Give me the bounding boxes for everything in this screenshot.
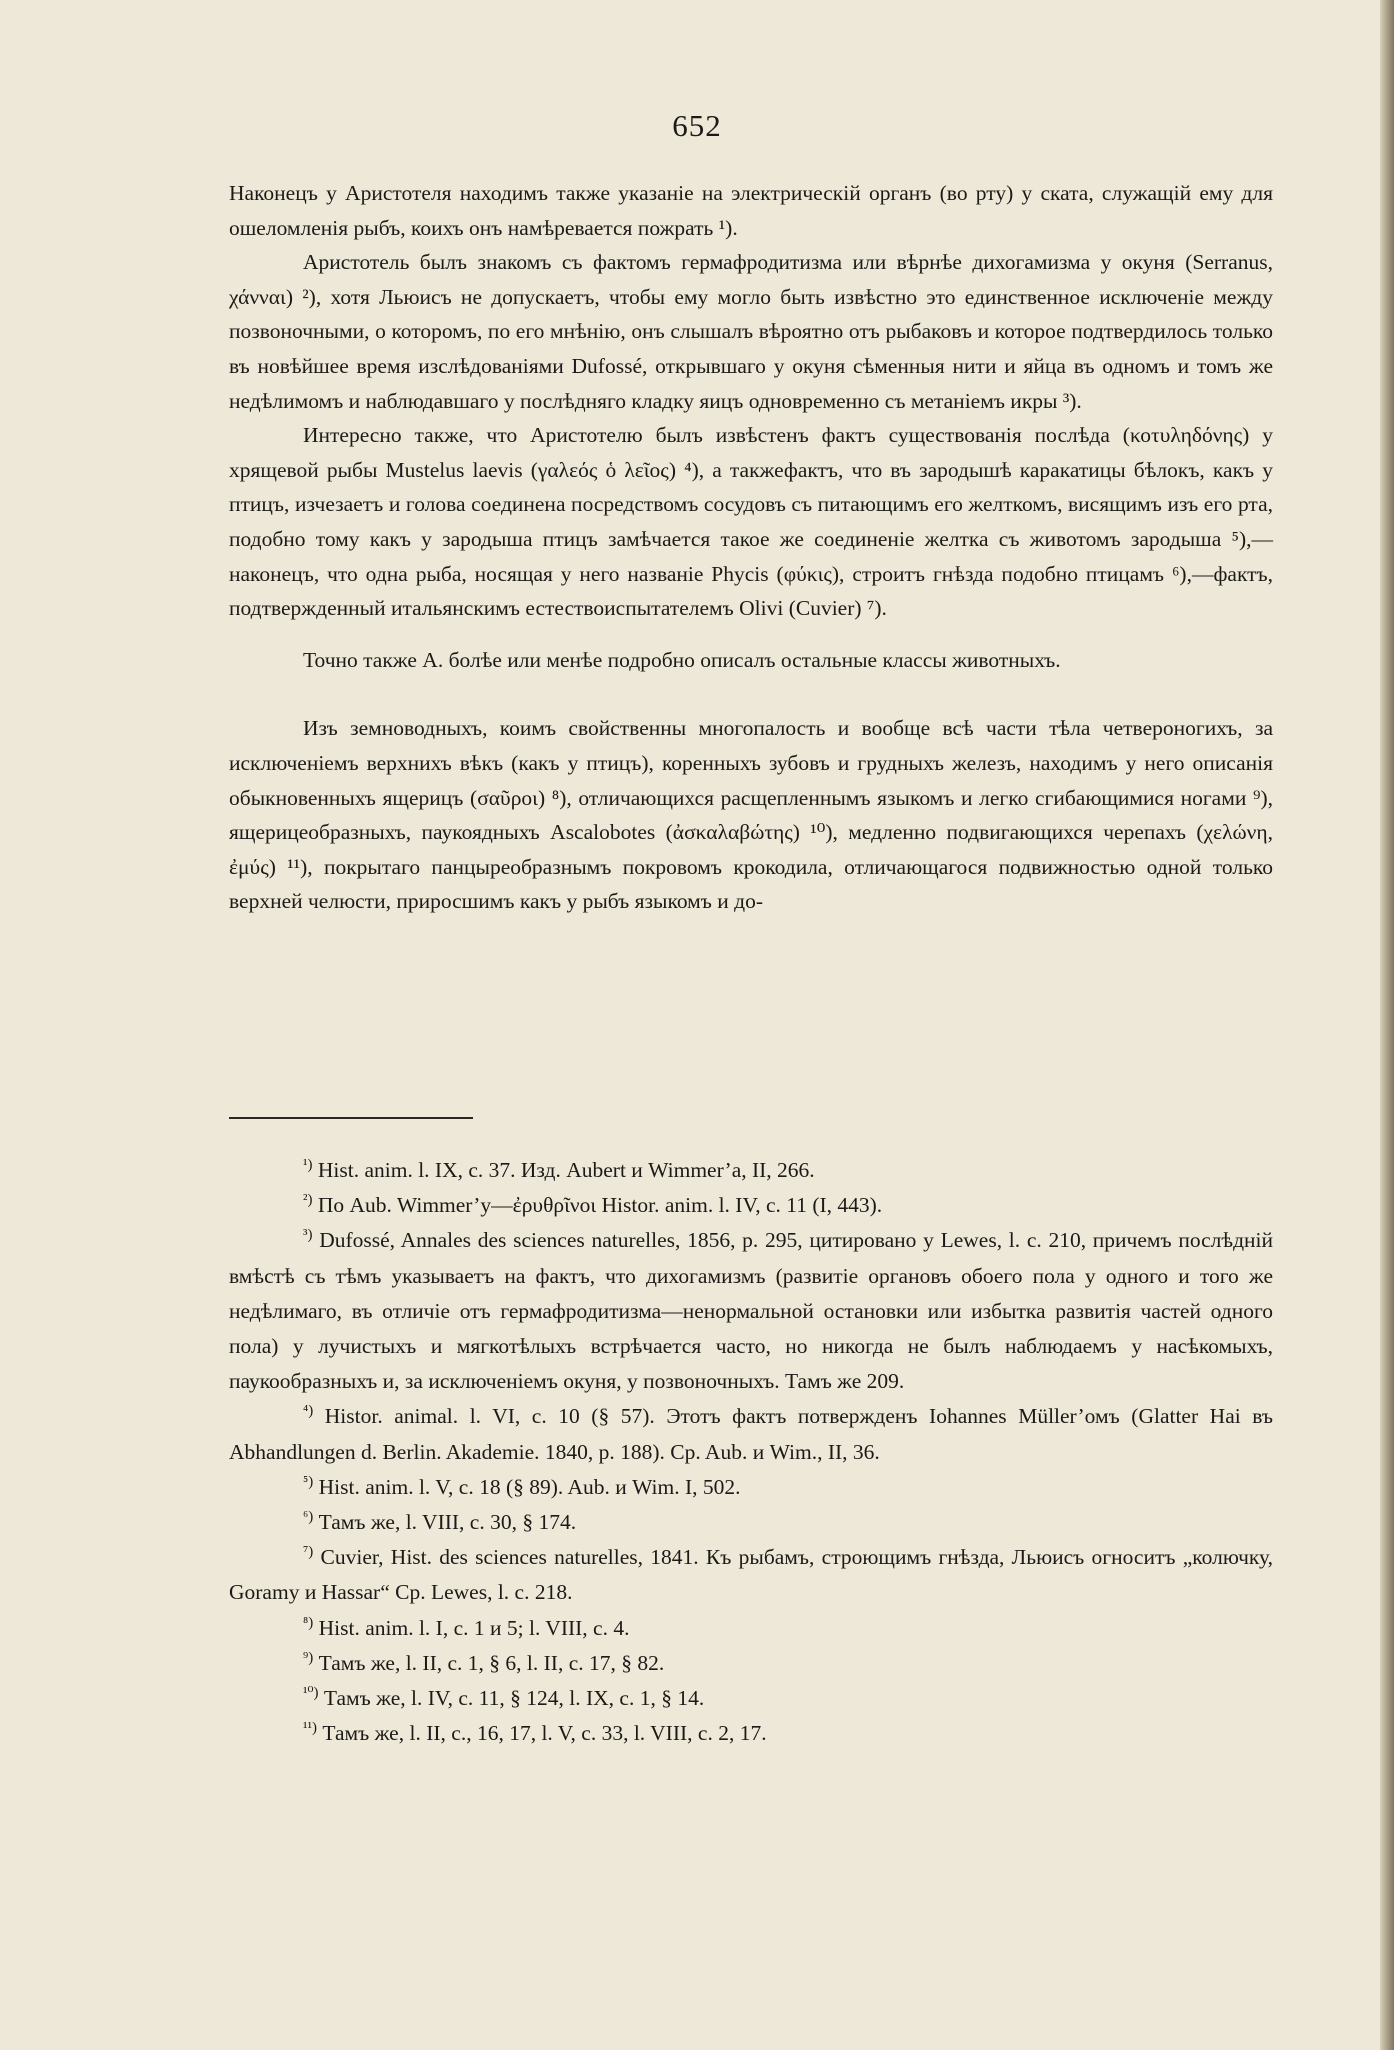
footnote-mark: ⁹)	[303, 1649, 314, 1666]
footnotes	[229, 1153, 1273, 1751]
footnote	[229, 1540, 1273, 1610]
footnote	[229, 1470, 1273, 1505]
page-edge-shadow	[1380, 0, 1394, 2050]
footnote-text: Тамъ же, l. IV, c. 11, § 124, l. IX, c. 1, § 14.	[323, 1686, 705, 1711]
footnote-text: Hist. anim. l. IX, c. 37. Изд. Aubert и Wimmer’а, II, 266.	[317, 1158, 815, 1182]
paragraph: Изъ земноводныхъ, коимъ свойственны многопалость и вообще всѣ части тѣла четвероногихъ, за исключеніемъ верхнихъ вѣкъ (какъ у птицъ), коренныхъ зубовъ и грудныхъ железъ, находимъ у него описанія обыкновенныхъ ящерицъ (σαῦροι) ⁸), отличающихся расщепленнымъ языкомъ и легко сгибающимися ногами ⁹), ящерицеобразныхъ, паукоядныхъ Ascalobotes (ἀσκαλαβώτης) ¹⁰), медленно подвигающихся черепахъ (χελώνη, ἐμύς) ¹¹), покрытаго панцыреобразнымъ покровомъ крокодила, отличающагося подвижностью одной только верхней челюсти, приросшимъ какъ у рыбъ языкомъ и до-	[229, 716, 1273, 914]
footnote-mark: ¹¹)	[303, 1720, 317, 1737]
footnote	[229, 1153, 1273, 1188]
paragraph: Интересно также, что Аристотелю былъ извѣстенъ фактъ существованія послѣда (κοτυληδόνης) у хрящевой рыбы Mustelus laevis (γαλεός ὁ λεῖος) ⁴), а такжефактъ, что въ зародышѣ каракатицы бѣлокъ, какъ у птицъ, изчезаетъ и голова соединена посредствомъ сосудовъ съ питающимъ его желткомъ, висящимъ изъ его рта, подобно тому какъ у зародыша птицъ замѣчается такое же соединеніе желтка съ животомъ зародыша ⁵),—наконецъ, что одна рыба, носящая у него названіе Phycis (φύκις), строитъ гнѣзда подобно птицамъ ⁶),—фактъ, подтвержденный итальянскимъ естествоиспытателемъ Olivi (Cuvier) ⁷).	[229, 423, 1273, 621]
footnote-mark: ³)	[303, 1227, 313, 1244]
main-text	[229, 176, 1273, 919]
footnote	[229, 1399, 1273, 1469]
footnote	[229, 1505, 1273, 1540]
footnote-text: Тамъ же, l. VIII, c. 30, § 174.	[318, 1510, 577, 1535]
paragraph: Точно также А. болѣе или менѣе подробно описалъ остальные классы животныхъ.	[303, 647, 1061, 672]
footnote-mark: ⁷)	[303, 1544, 314, 1561]
footnote-divider	[229, 1117, 473, 1119]
footnote-text: Histor. animal. l. VI, c. 10 (§ 57). Этотъ фактъ потвержденъ Iohannes Müller’омъ (Glatter Hai въ Abhandlungen d. Berlin. Akademie. 1840, p. 188). Cp. Aub. и Wim., II, 36.	[229, 1404, 1274, 1464]
footnote	[229, 1646, 1273, 1681]
footnote-mark: ¹)	[303, 1156, 313, 1173]
footnote-text: По Aub. Wimmer’у—ἐρυθρῖνοι Histor. anim. l. IV, c. 11 (I, 443).	[317, 1193, 883, 1218]
footnote-text: Hist. anim. l. V, c. 18 (§ 89). Aub. и Wim. I, 502.	[318, 1474, 741, 1499]
footnote-mark: ⁴)	[303, 1403, 314, 1420]
footnote-text: Тамъ же, l. II, c., 16, 17, l. V, c. 33, l. VIII, c. 2, 17.	[322, 1721, 767, 1746]
footnote-mark: ⁸)	[303, 1614, 314, 1631]
footnote	[229, 1716, 1273, 1751]
page-number: 652	[672, 108, 722, 143]
footnote-mark: ⁶)	[303, 1508, 314, 1525]
footnote-mark: ²)	[303, 1192, 313, 1209]
paragraph: Аристотель былъ знакомъ съ фактомъ гермафродитизма или вѣрнѣе дихогамизма у окуня (Serranus, χάνναι) ²), хотя Льюисъ не допускаетъ, чтобы ему могло быть извѣстно это единственное исключеніе между позвоночными, о которомъ, по его мнѣнію, онъ слышалъ вѣроятно отъ рыбаковъ и которое подтвердилось только въ новѣйшее время изслѣдованіями Dufossé, открывшаго у окуня сѣменныя нити и яйца въ одномъ и томъ же недѣлимомъ и наблюдавшаго у послѣдняго кладку яицъ одновременно съ метаніемъ икры ³).	[229, 250, 1273, 413]
footnote-text: Dufossé, Annales des sciences naturelles, 1856, p. 295, цитировано у Lewes, l. c. 210, причемъ послѣдній вмѣстѣ съ тѣмъ указываетъ на фактъ, что дихогамизмъ (развитіе органовъ обоего пола у одного и того же недѣлимаго, въ отличіе отъ гермафродитизма—ненормальной остановки или избытка развитія частей одного пола) у лучистыхъ и мягкотѣлыхъ встрѣчается часто, но никогда не былъ наблюдаемъ у насѣкомыхъ, паукообразныхъ и, за исключеніемъ окуня, у позвоночныхъ. Тамъ же 209.	[229, 1228, 1274, 1394]
footnote	[229, 1223, 1273, 1399]
footnote-text: Cuvier, Hist. des sciences naturelles, 1841. Къ рыбамъ, строющимъ гнѣзда, Льюисъ огноситъ „колючку, Goramy и Hassar“ Cp. Lewes, l. c. 218.	[229, 1545, 1273, 1605]
footnote	[229, 1611, 1273, 1646]
footnote	[229, 1681, 1273, 1716]
footnote-text: Hist. anim. l. I, c. 1 и 5; l. VIII, c. 4.	[318, 1615, 630, 1640]
footnote-mark: ⁵)	[303, 1473, 314, 1490]
footnote-text: Тамъ же, l. II, c. 1, § 6, l. II, c. 17, § 82.	[318, 1650, 665, 1675]
footnote	[229, 1188, 1273, 1223]
paragraph: Наконецъ у Аристотеля находимъ также указаніе на электрическій органъ (во рту) у ската, служащій ему для ошеломленія рыбъ, коихъ онъ намѣревается пожрать ¹).	[229, 181, 1273, 240]
footnote-mark: ¹⁰)	[303, 1684, 319, 1701]
